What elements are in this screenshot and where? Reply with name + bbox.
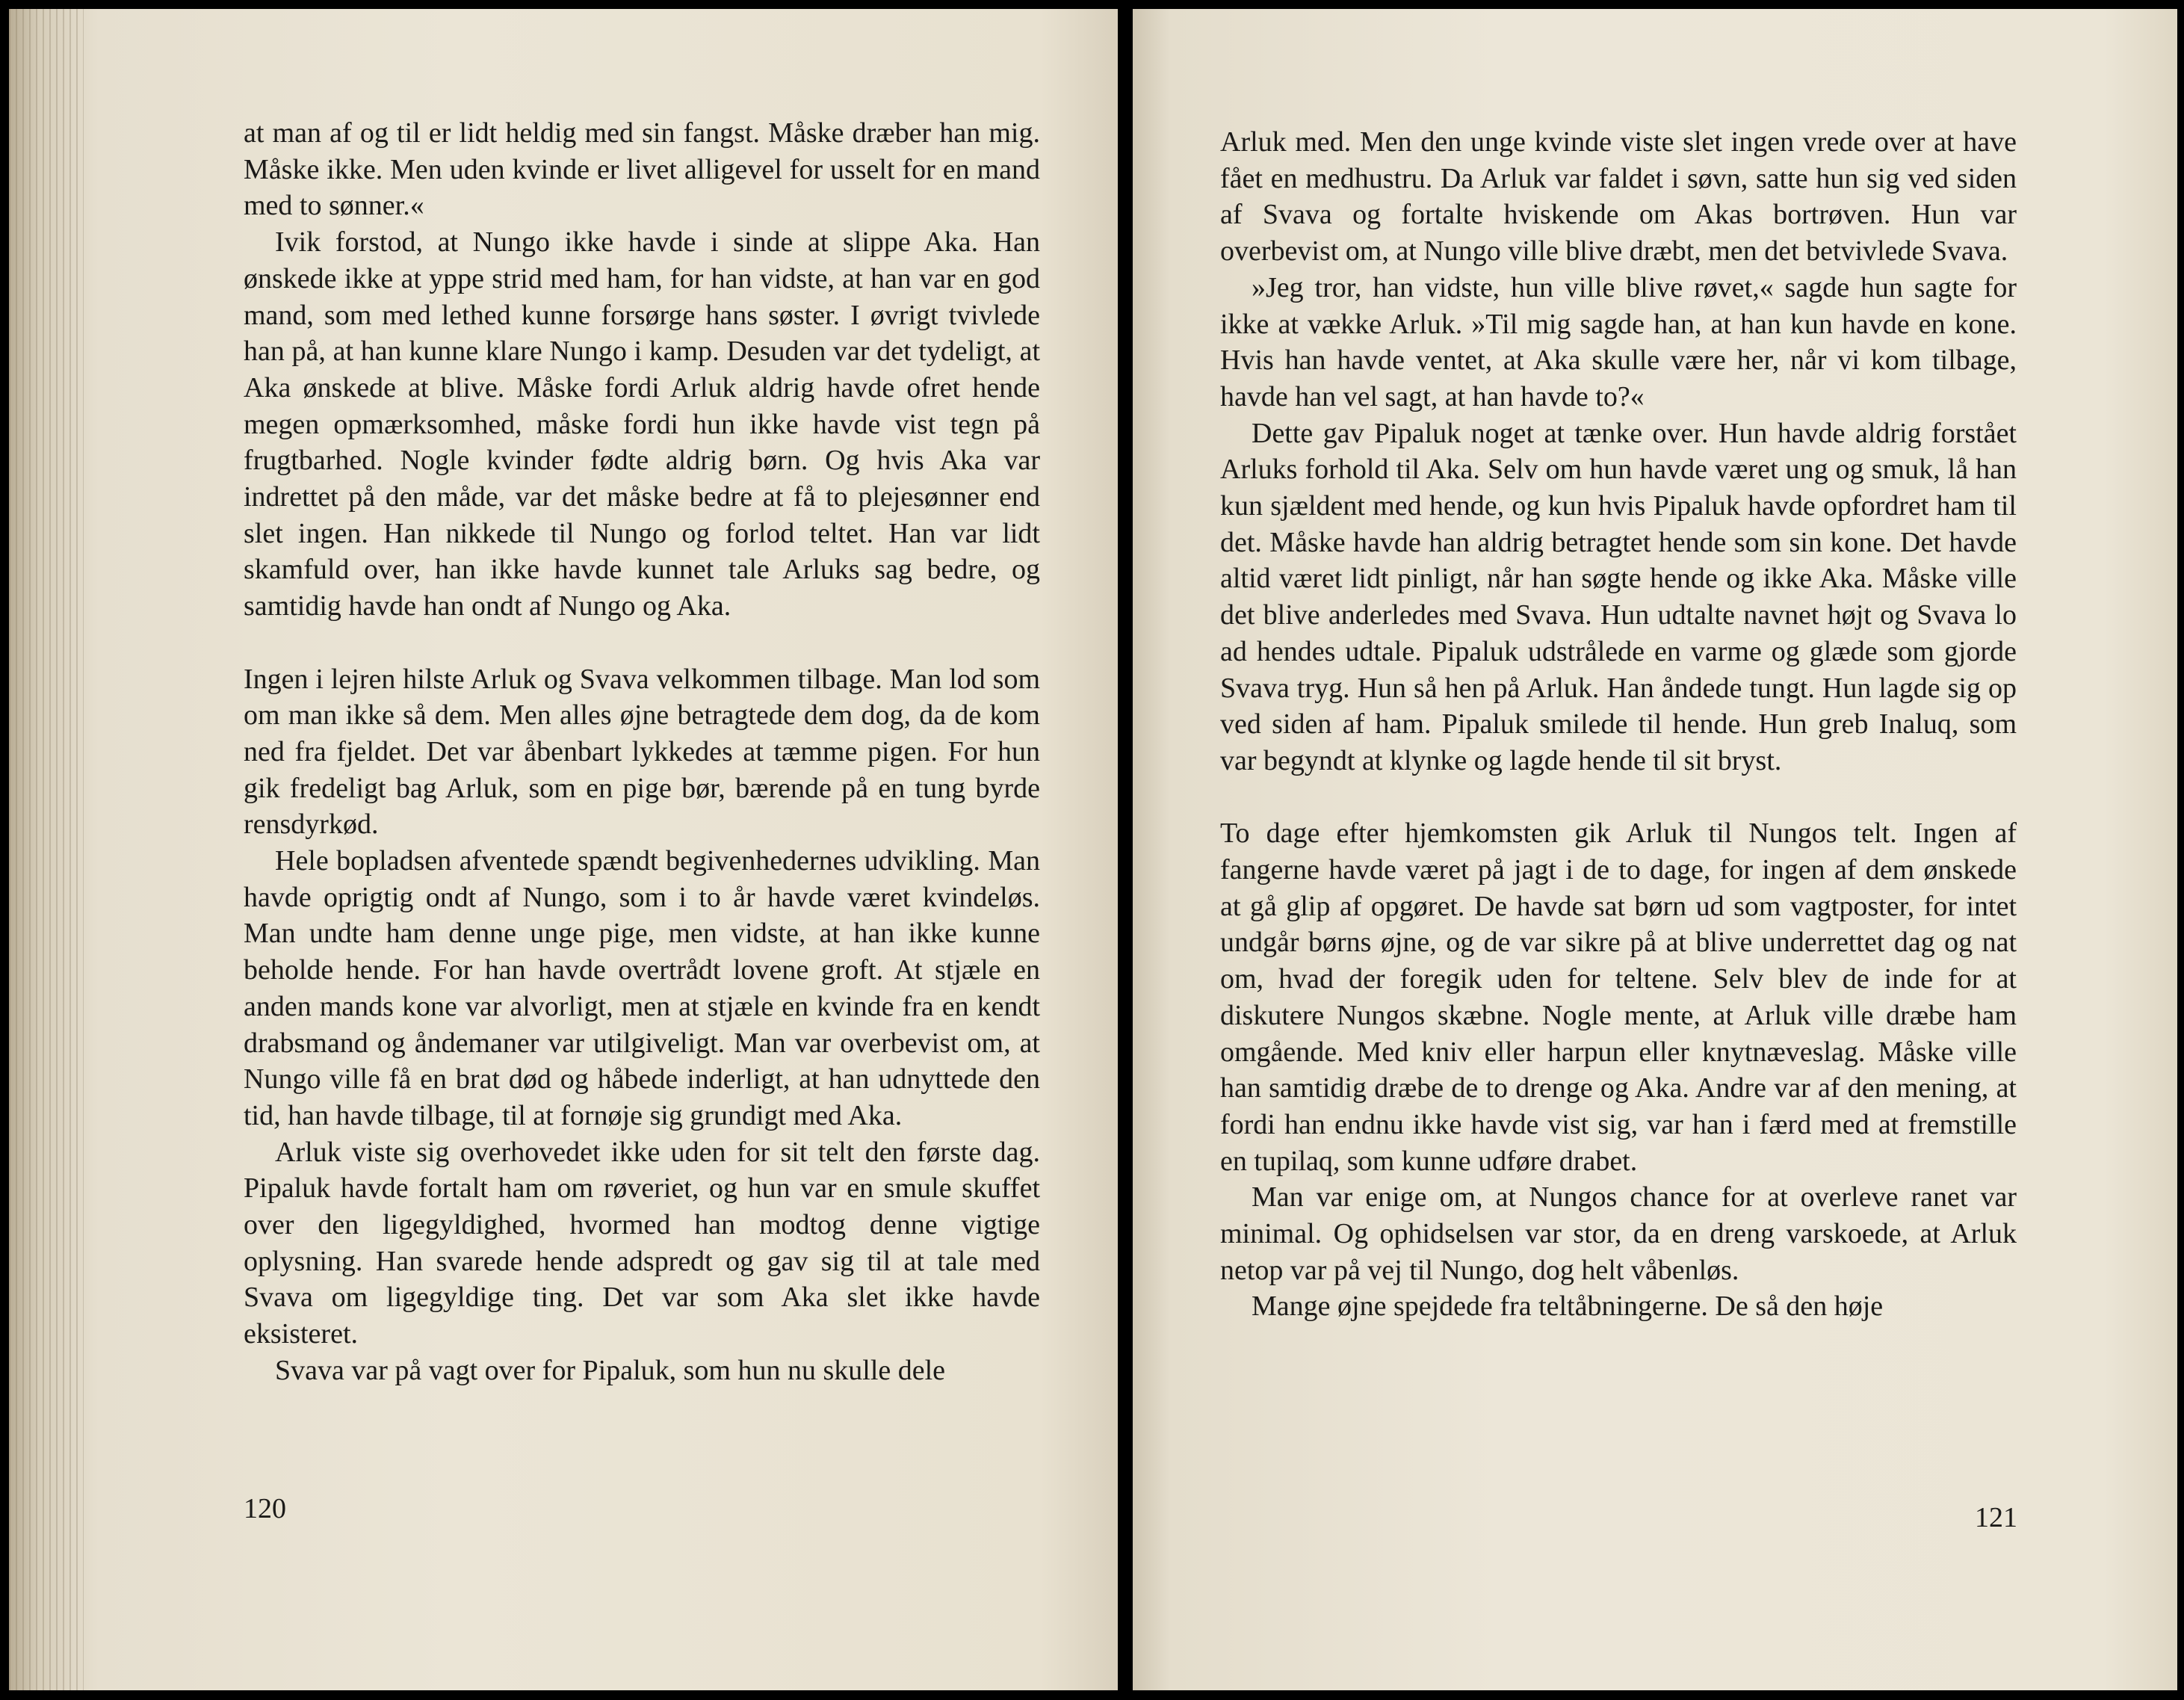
paragraph: Ivik forstod, at Nungo ikke havde i sinde at slippe Aka. Han ønskede ikke at yppe strid med ham, for han vidste, at han var en god mand, som med lethed kunne forsørge hans søster. I øvrigt tvivlede han på, at han kunne klare Nungo i kamp. Desuden var det tydeligt, at Aka ønskede at blive. Måske fordi Arluk aldrig havde ofret hende megen opmærksomhed, måske fordi hun ikke havde vist tegn på frugtbarhed. Nogle kvinder fødte aldrig børn. Og hvis Aka var indrettet på den måde, var det måske bedre at få to plejesønner end slet ingen. Han nikkede til Nungo og forlod teltet. Han var lidt skamfuld over, han ikke havde kunnet tale Arluks sag bedre, og samtidig havde han ondt af Nungo og Aka. bbox=[244, 226, 1040, 622]
paragraph: Arluk viste sig overhovedet ikke uden for sit telt den første dag. Pipaluk havde fortalt ham om røveriet, og hun var en smule skuffet over den ligegyldighed, hvormed han modtog denne vigtige oplysning. Han svarede hende adspredt og gav sig til at tale med Svava om ligegyldige ting. Det var som Aka slet ikke havde eksisteret. bbox=[244, 1136, 1040, 1350]
paragraph: Arluk med. Men den unge kvinde viste slet ingen vrede over at have fået en medhustru. Da Arluk var faldet i søvn, satte hun sig ved siden af Svava og fortalte hviskende om Akas bortrøven. Hun var overbevist om, at Nungo ville blive dræbt, men det betvivlede Svava. bbox=[1220, 126, 2017, 268]
paragraph: at man af og til er lidt heldig med sin fangst. Måske dræber han mig. Måske ikke. Men uden kvinde er livet alligevel for usselt for en mand med to sønner.« bbox=[244, 117, 1040, 222]
page-number: 120 bbox=[244, 1493, 286, 1524]
paragraph: Dette gav Pipaluk noget at tænke over. Hun havde aldrig forstået Arluks forhold til Aka. Selv om hun havde været ung og smuk, lå han kun sjældent med hende, og kun hvis Pipaluk havde opfordret ham til det. Måske havde han aldrig betragtet hende som sin kone. Det havde altid været lidt pinligt, når han søgte hende og ikke Aka. Måske ville det blive anderledes med Svava. Hun udtalte navnet højt og Svava lo ad hendes udtale. Pipaluk udstrålede en varme og glæde som gjorde Svava tryg. Hun så hen på Arluk. Han åndede tungt. Hun lagde sig op ved siden af ham. Pipaluk smilede til hende. Hun greb Inaluq, som var begyndt at klynke og lagde hende til sit bryst. bbox=[1220, 417, 2017, 776]
paragraph: Man var enige om, at Nungos chance for at overleve ranet var minimal. Og ophidselsen var stor, da en dreng varskoede, at Arluk netop var på vej til Nungo, dog helt våbenløs. bbox=[1220, 1181, 2017, 1286]
paragraph: Hele bopladsen afventede spændt begivenhedernes udvikling. Man havde oprigtig ondt af Nungo, som i to år havde været kvindeløs. Man undte ham denne unge pige, men vidste, at han ikke kunne beholde hende. For han havde overtrådt lovene groft. At stjæle en anden mands kone var alvorligt, men at stjæle en kvinde fra en kendt drabsmand og åndemaner var utilgiveligt. Man var overbevist om, at Nungo ville få en brat død og håbede inderligt, at han udnyttede den tid, han havde tilbage, til at fornøje sig grundigt med Aka. bbox=[244, 845, 1040, 1131]
left-page-text bbox=[244, 115, 1040, 1389]
page-edge bbox=[9, 9, 84, 1690]
right-page bbox=[1133, 9, 2177, 1690]
paragraph: Svava var på vagt over for Pipaluk, som hun nu skulle dele bbox=[275, 1354, 946, 1386]
paragraph: Ingen i lejren hilste Arluk og Svava velkommen tilbage. Man lod som om man ikke så dem. Men alles øjne betragtede dem dog, da de kom ned fra fjeldet. Det var åbenbart lykkedes at tæmme pigen. For hun gik fredeligt bag Arluk, som en pige bør, bærende på en tung byrde rensdyrkød. bbox=[244, 663, 1040, 841]
page-number: 121 bbox=[1975, 1502, 2017, 1533]
left-page bbox=[9, 9, 1118, 1690]
paragraph: »Jeg tror, han vidste, hun ville blive røvet,« sagde hun sagte for ikke at vække Arluk. »Til mig sagde han, at han kun havde en kone. Hvis han havde ventet, at Aka skulle være her, når vi kom tilbage, havde han vel sagt, at han havde to?« bbox=[1220, 271, 2017, 412]
paragraph: Mange øjne spejdede fra teltåbningerne. De så den høje bbox=[1252, 1291, 1884, 1323]
paragraph: To dage efter hjemkomsten gik Arluk til Nungos telt. Ingen af fangerne havde været på jagt i de to dage, for ingen af dem ønskede at gå glip af opgøret. De havde sat børn ud som vagtposter, for intet undgår børns øjne, og de var sikre på at blive underrettet dag og nat om, hvad der foregik uden for teltene. Selv blev de inde for at diskutere Nungos skæbne. Nogle mente, at Arluk ville dræbe ham omgående. Med kniv eller harpun eller knytnæveslag. Måske ville han samtidig dræbe de to drenge og Aka. Andre var af den mening, at fordi han endnu ikke havde vist sig, var han i færd med at fremstille en tupilaq, som kunne udføre drabet. bbox=[1220, 817, 2017, 1177]
right-page-text bbox=[1220, 124, 2017, 1325]
